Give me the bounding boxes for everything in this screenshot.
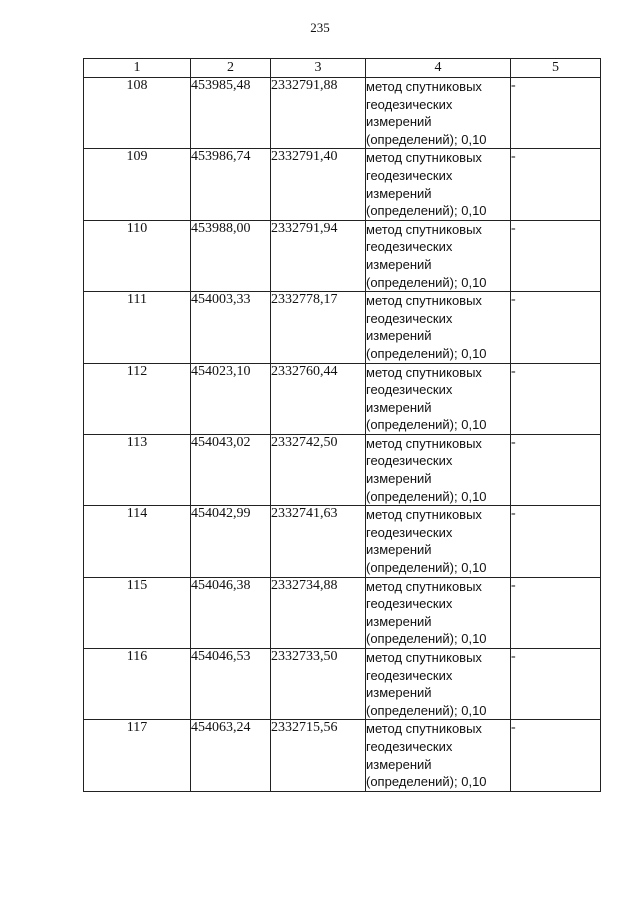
method-line: геодезических xyxy=(366,524,453,540)
point-number-cell: 108 xyxy=(84,78,191,149)
method-cell xyxy=(366,434,511,505)
y-coordinate-cell: 2332734,88 xyxy=(271,577,366,648)
method-line: измерений xyxy=(366,114,432,130)
method-line: (определений); 0,10 xyxy=(366,774,487,790)
method-line: метод спутниковых xyxy=(366,435,482,451)
note-cell: - xyxy=(511,506,601,577)
method-line: (определений); 0,10 xyxy=(366,702,487,718)
point-number-cell: 115 xyxy=(84,577,191,648)
table-row xyxy=(84,78,601,149)
note-cell: - xyxy=(511,292,601,363)
method-line: геодезических xyxy=(366,738,453,754)
method-line: метод спутниковых xyxy=(366,578,482,594)
note-cell: - xyxy=(511,78,601,149)
table-header-row xyxy=(84,59,601,78)
note-cell: - xyxy=(511,720,601,791)
method-line: (определений); 0,10 xyxy=(366,631,487,647)
point-number-cell: 117 xyxy=(84,720,191,791)
method-line: (определений); 0,10 xyxy=(366,560,487,576)
method-line: измерений xyxy=(366,185,432,201)
point-number-cell: 110 xyxy=(84,220,191,291)
method-line: измерений xyxy=(366,256,432,272)
coordinates-table xyxy=(83,58,601,792)
method-line: измерений xyxy=(366,756,432,772)
method-line: измерений xyxy=(366,471,432,487)
method-cell xyxy=(366,363,511,434)
note-cell: - xyxy=(511,220,601,291)
method-line: (определений); 0,10 xyxy=(366,345,487,361)
point-number-cell: 116 xyxy=(84,649,191,720)
method-line: геодезических xyxy=(366,310,453,326)
method-line: (определений); 0,10 xyxy=(366,417,487,433)
x-coordinate-cell: 454046,53 xyxy=(191,649,271,720)
method-line: геодезических xyxy=(366,96,453,112)
note-cell: - xyxy=(511,434,601,505)
column-header-5: 5 xyxy=(511,59,601,78)
method-line: (определений); 0,10 xyxy=(366,274,487,290)
table-row xyxy=(84,577,601,648)
x-coordinate-cell: 454043,02 xyxy=(191,434,271,505)
table-row xyxy=(84,149,601,220)
method-line: метод спутниковых xyxy=(366,507,482,523)
method-line: (определений); 0,10 xyxy=(366,203,487,219)
method-line: (определений); 0,10 xyxy=(366,131,487,147)
table-row xyxy=(84,434,601,505)
method-line: измерений xyxy=(366,399,432,415)
table-row xyxy=(84,363,601,434)
method-line: геодезических xyxy=(366,596,453,612)
method-line: измерений xyxy=(366,613,432,629)
x-coordinate-cell: 453985,48 xyxy=(191,78,271,149)
method-line: измерений xyxy=(366,685,432,701)
method-cell xyxy=(366,220,511,291)
method-cell xyxy=(366,292,511,363)
method-cell xyxy=(366,577,511,648)
method-line: измерений xyxy=(366,328,432,344)
table-row xyxy=(84,220,601,291)
x-coordinate-cell: 453988,00 xyxy=(191,220,271,291)
column-header-3: 3 xyxy=(271,59,366,78)
method-line: геодезических xyxy=(366,382,453,398)
column-header-2: 2 xyxy=(191,59,271,78)
method-cell xyxy=(366,720,511,791)
y-coordinate-cell: 2332733,50 xyxy=(271,649,366,720)
column-header-1: 1 xyxy=(84,59,191,78)
column-header-4: 4 xyxy=(366,59,511,78)
method-line: геодезических xyxy=(366,667,453,683)
method-line: метод спутниковых xyxy=(366,364,482,380)
method-line: метод спутниковых xyxy=(366,221,482,237)
table-body xyxy=(84,78,601,792)
method-cell xyxy=(366,149,511,220)
y-coordinate-cell: 2332715,56 xyxy=(271,720,366,791)
table-row xyxy=(84,292,601,363)
method-line: (определений); 0,10 xyxy=(366,488,487,504)
note-cell: - xyxy=(511,577,601,648)
y-coordinate-cell: 2332791,94 xyxy=(271,220,366,291)
point-number-cell: 111 xyxy=(84,292,191,363)
method-line: измерений xyxy=(366,542,432,558)
method-cell xyxy=(366,649,511,720)
y-coordinate-cell: 2332741,63 xyxy=(271,506,366,577)
point-number-cell: 112 xyxy=(84,363,191,434)
x-coordinate-cell: 454063,24 xyxy=(191,720,271,791)
note-cell: - xyxy=(511,149,601,220)
point-number-cell: 114 xyxy=(84,506,191,577)
point-number-cell: 109 xyxy=(84,149,191,220)
method-line: геодезических xyxy=(366,167,453,183)
x-coordinate-cell: 454003,33 xyxy=(191,292,271,363)
x-coordinate-cell: 454046,38 xyxy=(191,577,271,648)
y-coordinate-cell: 2332742,50 xyxy=(271,434,366,505)
y-coordinate-cell: 2332791,88 xyxy=(271,78,366,149)
table-row xyxy=(84,649,601,720)
method-line: геодезических xyxy=(366,239,453,255)
method-line: метод спутниковых xyxy=(366,721,482,737)
y-coordinate-cell: 2332791,40 xyxy=(271,149,366,220)
x-coordinate-cell: 454042,99 xyxy=(191,506,271,577)
method-line: метод спутниковых xyxy=(366,79,482,94)
x-coordinate-cell: 453986,74 xyxy=(191,149,271,220)
method-cell xyxy=(366,506,511,577)
method-line: метод спутниковых xyxy=(366,650,482,665)
y-coordinate-cell: 2332760,44 xyxy=(271,363,366,434)
page-number: 235 xyxy=(310,20,330,35)
point-number-cell: 113 xyxy=(84,434,191,505)
x-coordinate-cell: 454023,10 xyxy=(191,363,271,434)
note-cell: - xyxy=(511,649,601,720)
note-cell: - xyxy=(511,363,601,434)
method-line: метод спутниковых xyxy=(366,293,482,309)
table-row xyxy=(84,720,601,791)
method-line: геодезических xyxy=(366,453,453,469)
method-cell xyxy=(366,78,511,149)
table-row xyxy=(84,506,601,577)
y-coordinate-cell: 2332778,17 xyxy=(271,292,366,363)
method-line: метод спутниковых xyxy=(366,150,482,166)
